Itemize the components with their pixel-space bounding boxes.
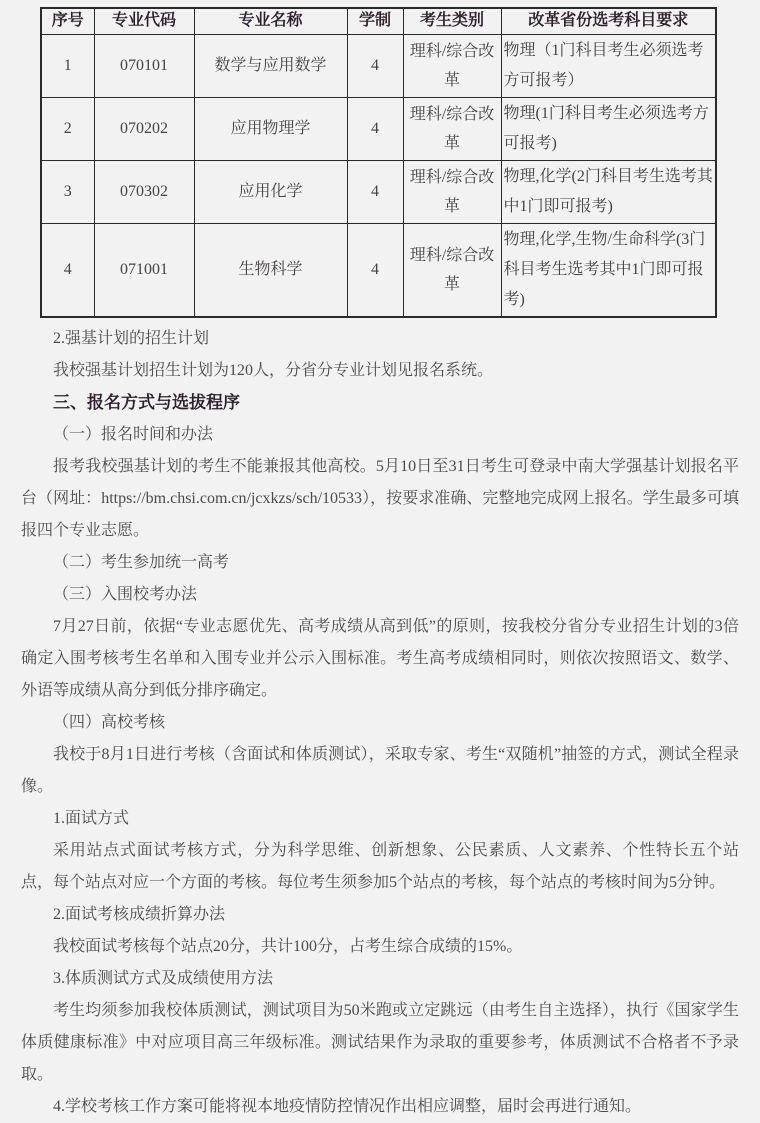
table-row	[41, 97, 716, 160]
cell-index: 2	[41, 97, 94, 160]
section-heading-application-procedure: 三、报名方式与选拔程序	[53, 392, 240, 412]
cell-subject-requirements: 物理,化学,生物/生命科学(3门科目考生选考其中1门即可报考)	[501, 223, 716, 317]
cell-major-name: 应用物理学	[194, 97, 347, 160]
table-row	[41, 34, 716, 97]
cell-major-code: 070202	[94, 97, 194, 160]
cell-duration: 4	[347, 97, 403, 160]
document-body-text	[21, 323, 739, 1123]
cell-index: 1	[41, 34, 94, 97]
paragraph-adjustment-notice: 4.学校考核工作方案可能将视本地疫情防控情况作出相应调整，届时会再进行通知。	[53, 1097, 642, 1115]
cell-candidate-category: 理科/综合改革	[403, 223, 501, 317]
paragraph-enrollment-plan: 我校强基计划招生计划为120人，分省分专业计划见报名系统。	[53, 361, 494, 379]
subsection-title-university-assessment: （四）高校考核	[53, 713, 166, 731]
cell-subject-requirements: 物理,化学(2门科目考生选考其中1门即可报考)	[501, 160, 716, 223]
cell-major-code: 070101	[94, 34, 194, 97]
cell-duration: 4	[347, 160, 403, 223]
cell-duration: 4	[347, 223, 403, 317]
table-row	[41, 223, 716, 317]
cell-index: 4	[41, 223, 94, 317]
table-row	[41, 160, 716, 223]
col-header-duration: 学制	[347, 8, 403, 34]
col-header-major-code: 专业代码	[94, 8, 194, 34]
col-header-index: 序号	[41, 8, 94, 34]
subsection-title-interview-method: 1.面试方式	[53, 809, 130, 827]
cell-major-name: 数学与应用数学	[194, 34, 347, 97]
col-header-major-name: 专业名称	[194, 8, 347, 34]
table-header-row	[41, 8, 716, 34]
cell-index: 3	[41, 160, 94, 223]
cell-duration: 4	[347, 34, 403, 97]
paragraph-interview-details: 采用站点式面试考核方式，分为科学思维、创新想象、公民素质、人文素养、个性特长五个站点，每个站点对应一个方面的考核。每位考生须参加5个站点的考核，每个站点的考核时间为5分钟。	[21, 841, 739, 891]
cell-major-name: 生物科学	[194, 223, 347, 317]
col-header-subject-requirements: 改革省份选考科目要求	[501, 8, 716, 34]
cell-major-code: 071001	[94, 223, 194, 317]
subsection-title-unified-exam: （二）考生参加统一高考	[53, 553, 230, 571]
cell-subject-requirements: 物理（1门科目考生必须选考方可报考）	[501, 34, 716, 97]
cell-candidate-category: 理科/综合改革	[403, 34, 501, 97]
cell-major-name: 应用化学	[194, 160, 347, 223]
paragraph-assessment-details: 我校于8月1日进行考核（含面试和体质测试），采取专家、考生“双随机”抽签的方式，测试全程录像。	[21, 745, 739, 795]
subsection-title-enrollment-plan: 2.强基计划的招生计划	[53, 329, 210, 347]
paragraph-shortlist-details: 7月27日前，依据“专业志愿优先、高考成绩从高到低”的原则，按我校分省分专业招生计划的3倍确定入围考核考生名单和入围专业并公示入围标准。考生高考成绩相同时，则依次按照语文、数学、外语等成绩从高分到低分排序确定。	[21, 617, 739, 699]
subsection-title-shortlist-method: （三）入围校考办法	[53, 585, 198, 603]
cell-candidate-category: 理科/综合改革	[403, 160, 501, 223]
paragraph-application-details: 报考我校强基计划的考生不能兼报其他高校。5月10日至31日考生可登录中南大学强基计划报名平台（网址：https://bm.chsi.com.cn/jcxkzs/sch/10533），按要求准确、完整地完成网上报名。学生最多可填报四个专业志愿。	[21, 457, 739, 539]
paragraph-physical-test-details: 考生均须参加我校体质测试，测试项目为50米跑或立定跳远（由考生自主选择），执行《国家学生体质健康标准》中对应项目高三年级标准。测试结果作为录取的重要参考，体质测试不合格者不予录取。	[21, 1001, 739, 1083]
paragraph-interview-score-details: 我校面试考核每个站点20分，共计100分，占考生综合成绩的15%。	[53, 937, 523, 955]
subsection-title-time-method: （一）报名时间和办法	[53, 425, 214, 443]
cell-subject-requirements: 物理(1门科目考生必须选考方可报考)	[501, 97, 716, 160]
subsection-title-physical-test: 3.体质测试方式及成绩使用方法	[53, 969, 274, 987]
cell-candidate-category: 理科/综合改革	[403, 97, 501, 160]
enrollment-majors-table	[40, 7, 717, 318]
cell-major-code: 070302	[94, 160, 194, 223]
col-header-candidate-category: 考生类别	[403, 8, 501, 34]
subsection-title-interview-score: 2.面试考核成绩折算办法	[53, 905, 226, 923]
